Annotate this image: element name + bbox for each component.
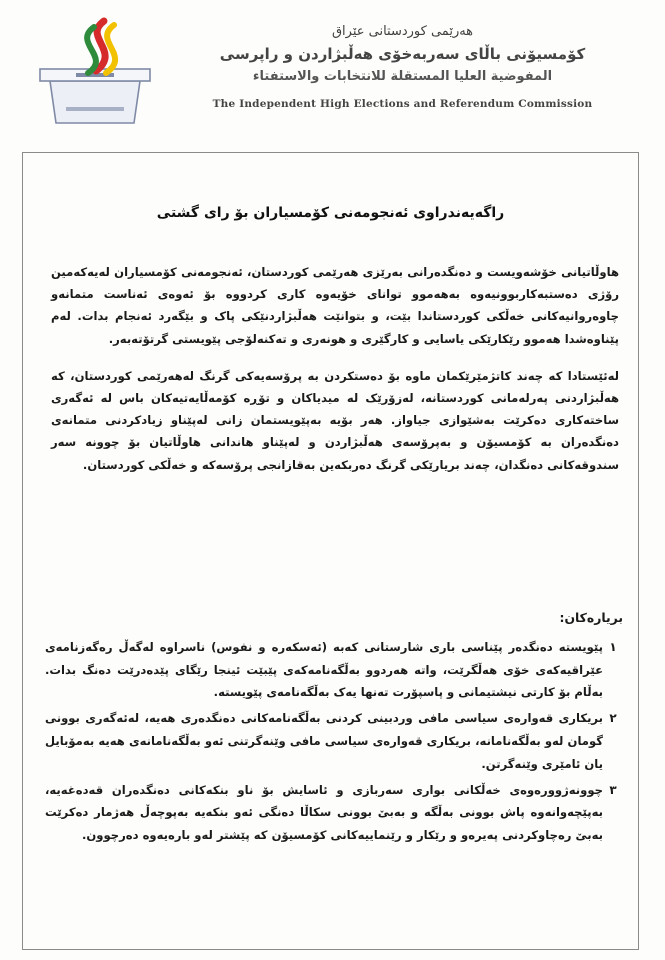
decision-number: ٢ (609, 711, 617, 726)
decision-number: ٣ (609, 782, 617, 797)
decision-item (45, 779, 623, 847)
commission-name-kurdish: کۆمسیۆنی باڵای سەربەخۆی هەڵبژاردن و راپرسی (219, 45, 586, 63)
region-name: هەرێمی کوردستانی عێراق (331, 24, 474, 39)
decisions-section (45, 607, 623, 850)
commission-logo-icon (30, 15, 160, 133)
decision-item (45, 636, 623, 704)
decision-text: پێویستە دەنگدەر پێناسی باری شارستانی کەبە (ئەسکەرە و نفوس) ناسراوە لەگەڵ رەگەزنامەی عێراقیەکەی خۆی هەڵگرێت، واتە هەردوو بەڵگەنامەکەی پێبێت ئینجا رێگای پێدەدرێت دەنگ بدات. بەڵام بۆ کارتی نیشتیمانی و پاسپۆرت تەنها یەک بەڵگەنامەی پێویستە. (45, 639, 603, 700)
statement-box (22, 152, 639, 950)
decision-text: بریکاری قەوارەی سیاسی مافی وردبینی کردنی بەڵگەنامەکانی دەنگدەری هەیە، لەئەگەری بوونی گومان لەو بەڵگەنامانە، بریکاری قەوارەی سیاسی مافی وێنەگرتنی ئەو بەڵگەنامانەی هەیە بەمۆبایل یان ئامێری وێنەگرتن. (45, 711, 603, 771)
commission-name-arabic: المفوضية العليا المستقلة للانتخابات والاستفتاء (252, 69, 553, 84)
letterhead (0, 0, 665, 140)
statement-title: راگەیەندراوی ئەنجومەنی کۆمسیاران بۆ رای گشتی (156, 205, 505, 221)
paragraph-1: هاوڵاتیانی خۆشەویست و دەنگدەرانی بەرێزی هەرێمی کوردستان، ئەنجومەنی کۆمسیاران لەیەکەمین رۆژی دەستبەکاربوونیەوە بەهەموو توانای خۆیەوە کاری کردووە بۆ ئەوەی ئەناست متمانەو چاوەروانیەکانی خەڵکی کوردستاندا بێت، و بتوانێت هەڵبژاردنێکی پاک و بێگەرد ئەنجام بدات. لەم پێناوەشدا هەموو رێکارێکی یاسایی و کارگێری و هونەری و تەکنەلۆجی پێویستی گرتۆتەبەر. (51, 265, 619, 346)
decision-text: چوونەژوورەوەی خەڵکانی بواری سەربازی و ئاسایش بۆ ناو بنکەکانی دەنگدەران قەدەغەیە، بەپێچەوانەوە پاش بوونی بەڵگە و بەبێ بوونی سکاڵا دەنگی ئەو بنکەیە بەپوچەڵ هەژمار دەکرێت بەبێ رەچاوکردنی پەیرەو و رێکار و رێنماییەکانی کۆمسیۆن کە پێشتر لەو بارەیەوە دەرچوون. (45, 782, 603, 843)
paragraph-2: لەئێستادا کە چەند کاتژمێرێکمان ماوە بۆ دەستکردن بە پرۆسەیەکی گرنگ لەهەرێمی کوردستان، کە هەڵبژاردنی پەرلەمانی کوردستانە، لەزۆرێک لە میدیاکان و تۆڕە کۆمەڵایەتیەکان باس لە ئەگەری ساختەکاری دەکرێت بەشێوازی جیاواز. هەر بۆیە بەپێویستمان زانی لەپێناو زیادکردنی متمانەی دەنگدەران بە کۆمسیۆن و بەپرۆسەی هەڵبژاردن و لەپێناو هاندانی هاوڵاتیان بۆ چوونە سەر سندوقەکانی دەنگدان، چەند بریارێکی گرنگ دەربکەین بەقازانجی پرۆسەکە و خەڵکی کوردستان. (51, 368, 619, 472)
commission-name-english: The Independent High Elections and Referendum Commission (212, 98, 593, 110)
decision-item (45, 707, 623, 775)
decisions-heading: بریارەکان: (559, 610, 623, 625)
decision-number: ١ (609, 639, 617, 654)
letterhead-text (175, 22, 630, 114)
statement-body (51, 261, 619, 491)
